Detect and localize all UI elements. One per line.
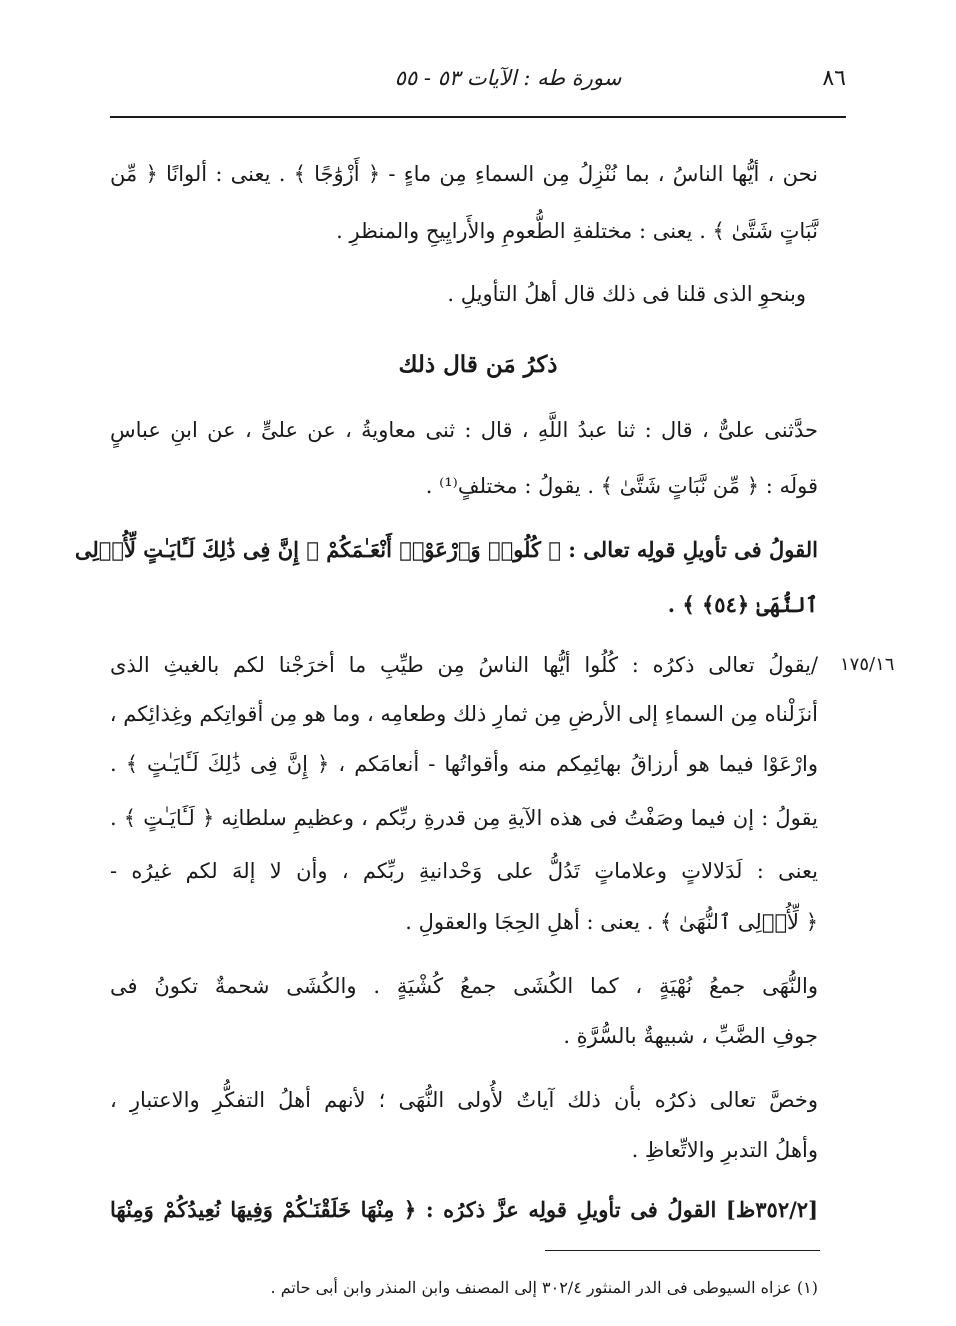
running-head [110, 66, 846, 102]
text-line: /يقولُ تعالى ذكرُه : كُلُوا أيُّها الناسُ مِن طيِّبِ ما أخرَجْنا لكم بالغيثِ الذى [110, 653, 818, 677]
text-line: جوفِ الضَّبِّ ، شبيهةٌ بالسُّرَّةِ . [563, 1024, 818, 1048]
header-rule [110, 116, 846, 118]
page-number: ٨٦ [822, 66, 846, 91]
text-line: نحن ، أيُّها الناسُ ، بما نُنْزِلُ مِن السماءِ مِن ماءٍ - ﴿ أَزْوَٰجًا ﴾ . يعنى : ألوانًا ﴿ مِّن [110, 162, 818, 186]
text-line: وارْعَوْا فيما هو أرزاقُ بهائِمِكم منه وأقواتُها - أنعامَكم ، ﴿ إِنَّ فِى ذَٰلِكَ لَـَٔايَـٰتٍ ﴾ . [110, 752, 818, 776]
footnote-rule [545, 1250, 820, 1251]
running-title: سورة طه : الآيات ٥٣ - ٥٥ [394, 66, 622, 90]
text-line: نَّبَاتٍ شَتَّىٰ ﴾ . يعنى : مختلفةِ الطُّعومِ والأَرايِيحِ والمنظرِ . [336, 219, 818, 243]
text-line: يقولُ : إن فيما وصَفْتُ فى هذه الآيةِ مِن قدرةِ ربِّكم ، وعظيمِ سلطانِه ﴿ لَـَٔايَـٰتٍ ﴾ . [110, 806, 818, 830]
text-line: [٣٥٢/٢ظ] القولُ فى تأويلِ قولِه عزَّ ذكرُه : ﴿ مِنْهَا خَلَقْنَـٰكُمْ وَفِيهَا نُعِيدُكُمْ وَمِنْهَا [110, 1197, 818, 1222]
text-line: القولُ فى تأويلِ قولِه تعالى : ﴿ كُلُوا۟ وَٱرْعَوْا۟ أَنْعَـٰمَكُمْ ۗ إِنَّ فِى ذَٰلِكَ لَـَٔايَـٰتٍ لِّأُو۟لِى [74, 537, 818, 562]
text-line: أنزَلْناه مِن السماءِ إلى الأرضِ مِن ثمارِ ذلك وطعامِه ، وما هو مِن أقواتِكم وغِذائِكم ، [109, 702, 818, 726]
text-line: يعنى : لَدَلالاتٍ وعلاماتٍ تَدُلُّ على وَحْدانيةِ ربِّكم ، وأن لا إلهَ لكم غيرُه - [110, 859, 818, 883]
text-line: قولَه : ﴿ مِّن نَّبَاتٍ شَتَّىٰ ﴾ . يقولُ : مختلفٍ⁽¹⁾ . [425, 474, 818, 498]
text-line: وخصَّ تعالى ذكرُه بأن ذلك آياتٌ لأُولى النُّهَى ؛ لأنهم أهلُ التفكُّرِ والاعتبارِ ، [110, 1088, 818, 1112]
footnote: (١) عزاه السيوطى فى الدر المنثور ٣٠٢/٤ إلى المصنف وابن المنذر وابن أبى حاتم . [270, 1278, 818, 1297]
section-heading: ذكرُ مَن قال ذلك [398, 351, 558, 378]
text-line: وأهلُ التدبرِ والاتِّعاظِ . [631, 1138, 818, 1162]
text-line: والنُّهَى جمعُ نُهْيَةٍ ، كما الكُشَى جمعُ كُشْيَةٍ . والكُشَى شحمةٌ تكونُ فى [110, 974, 818, 998]
text-line: وبنحوِ الذى قلنا فى ذلك قال أهلُ التأويلِ . [447, 282, 806, 306]
text-line: ٱلنُّهَىٰ ﴿٥٤﴾ ﴾ . [667, 592, 818, 617]
text-line: حدَّثنى علىٌّ ، قال : ثنا عبدُ اللَّهِ ، قال : ثنى معاويةُ ، عن علىٍّ ، عن ابنِ عباسٍ [110, 418, 818, 442]
text-line: ﴿ لِّأُو۟لِى ٱلنُّهَىٰ ﴾ . يعنى : أهلِ الحِجَا والعقولِ . [405, 910, 818, 934]
margin-note: ١٧٥/١٦ [840, 654, 895, 675]
